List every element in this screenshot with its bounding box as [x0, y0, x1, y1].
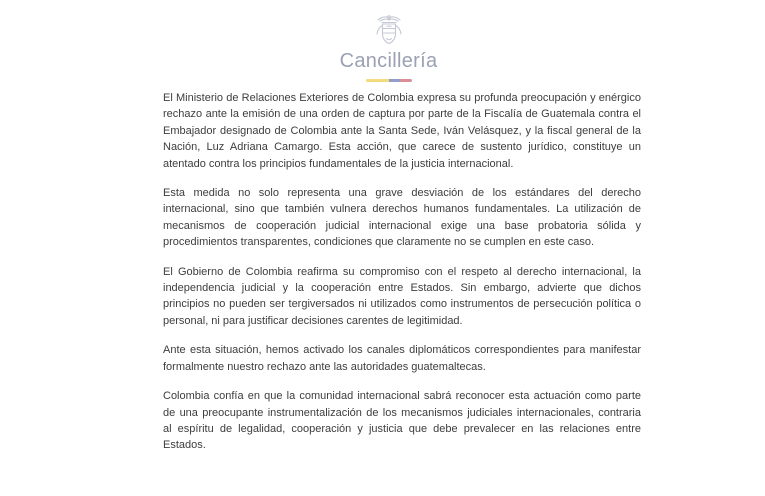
statement-paragraph: El Ministerio de Relaciones Exteriores de Colombia expresa su profunda preocupación y enérgico rechazo ante la emisión de una orden de captura por parte de la Fiscalía de Guatemala contra el Embajador designado de Colombia ante la Santa Sede, Iván Velásquez, y la fiscal general de la Nación, Luz Adriana Camargo. Esta acción, que carece de sustento jurídico, constituye un atentado contra los principios fundamentales de la justicia internacional. [163, 92, 641, 170]
flag-red-segment [400, 79, 412, 82]
colombia-coat-of-arms-icon [374, 14, 404, 48]
statement-paragraph: Colombia confía en que la comunidad internacional sabrá reconocer esta actuación como parte de una preocupante instrumentalización de los mecanismos judiciales internacionales, contraria al espíritu de legalidad, cooperación y justicia que debe prevalecer en las relaciones entre Estados. [163, 390, 641, 452]
statement-body [163, 90, 641, 467]
colombia-flag-divider [366, 79, 412, 82]
flag-blue-segment [389, 79, 401, 82]
statement-paragraph: Esta medida no solo representa una grave desviación de los estándares del derecho internacional, sino que también vulnera derechos humanos fundamentales. La utilización de mecanismos de cooperación judicial internacional exige una base probatoria sólida y procedimientos transparentes, condiciones que claramente no se cumplen en este caso. [163, 187, 641, 249]
statement-paragraph: El Gobierno de Colombia reafirma su compromiso con el respeto al derecho internacional, la independencia judicial y la cooperación entre Estados. Sin embargo, advierte que dichos principios no pueden ser tergiversados ni utilizados como instrumentos de persecución política o personal, ni para justificar decisiones carentes de legitimidad. [163, 265, 641, 327]
flag-yellow-segment [366, 79, 389, 82]
cancilleria-logo [0, 14, 765, 82]
statement-paragraph: Ante esta situación, hemos activado los canales diplomáticos correspondientes para manifestar formalmente nuestro rechazo ante las autoridades guatemaltecas. [163, 344, 641, 373]
brand-wordmark: Cancillería [339, 50, 438, 72]
